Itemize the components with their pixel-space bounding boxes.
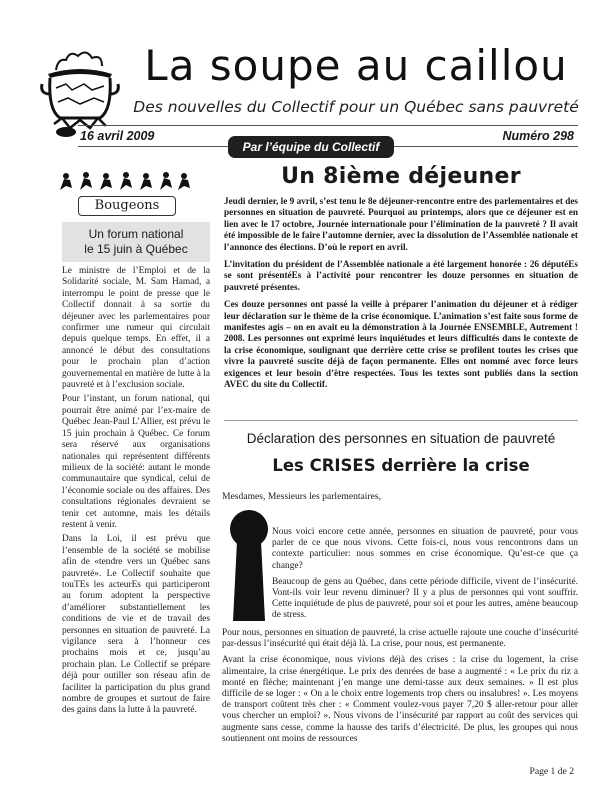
sidebar-paragraph: Le ministre de l’Emploi et de la Solidarité sociale, M. Sam Hamad, a interrompu le point de presse que le Collectif donnait à sa sortie du déjeuner avec les parlementaires pour confirmer une rumeur qui circulait depuis quelque temps. En effet, il a annoncé le début des consultations pour le prochain plan d’action gouvernemental en matière de lutte à la pauvreté et à l’exclusion sociale. bbox=[62, 266, 210, 391]
main-article bbox=[224, 160, 578, 397]
article-paragraph: Ces douze personnes ont passé la veille à préparer l’animation du déjeuner et à rédiger leur déclaration sur le thème de la crise économique. L’animation s’est faite sous forme de manifestes agis – on en avait eu la démonstration à la Journée ENSEMBLE, Autrement ! 2008. Les personnes ont exprimé leurs inquiétudes et leurs difficultés dans le contexte de la crise économique, soulignant que derrière cette crise se profilent toutes les crises que vivre la pauvreté suscite déjà de façon permanente. Elles ont nommé avec force leurs exigences et leur besoin d’être respectées. Tous les textes sont publiés dans la section AVEC du site du Collectif. bbox=[224, 299, 578, 390]
declaration-paragraph: Nous voici encore cette année, personnes en situation de pauvreté, pour vous parler de ce que nous vivons. Cette fois-ci, nous vous rencontrons dans un contexte particulier: nous sommes en crise économique. Qu’est-ce que ça change? bbox=[272, 527, 578, 571]
declaration-body-indented bbox=[272, 527, 578, 627]
sidebar-paragraph: Pour l’instant, un forum national, qui pourrait être animé par l’ex-maire de Québec Jean-Paul L’Allier, est prévu le 15 juin prochain à Québec. Ce forum sera réservé aux organisations nationales qui représentent différents milieux de la société: autant le monde communautaire que syndical, celui de l’économie sociale ou des affaires. Des consultations régionales devraient se tenir cet automne, mais les détails restent à venir. bbox=[62, 394, 210, 530]
declaration-paragraph: Avant la crise économique, nous vivions déjà des crises : la crise du logement, la crise alimentaire, la crise énergétique. Le prix des denrées de base a augmenté : « Le prix du riz a monté en flèche; maintenant j’en mange une demi-tasse aux deux semaines. » Il est plus difficile de se loger : « On a le choix entre logements trop chers ou insalubres! ». Les moyens de transport coûtent très cher : « Comment voulez-vous payer 7,20 $ aller-retour pour aller vous chercher un emploi? ». Nous vivons de l’insécurité par rapport au coût des services qui augmente sans cesse, comme la hausse des tarifs d’électricité. De plus, les groupes qui nous soutiennent ont moins de ressources bbox=[222, 655, 578, 744]
masthead-rule-left bbox=[78, 146, 228, 147]
bougeons-banner: Bougeons bbox=[78, 196, 176, 216]
article-headline: Un 8ième déjeuner bbox=[281, 164, 521, 189]
declaration-kicker: Déclaration des personnes en situation de pauvreté bbox=[246, 431, 556, 446]
declaration-salutation: Mesdames, Messieurs les parlementaires, bbox=[222, 491, 382, 502]
article-paragraph: L’invitation du président de l’Assemblée nationale a été largement honorée : 26 députéEs se sont présentéEs à l’activité pour rencontrer les douze personnes en situation de pauvreté présentes. bbox=[224, 259, 578, 292]
sidebar-paragraph: Dans la Loi, il est prévu que l’ensemble de la société se mobilise afin de «tendre vers un Québec sans pauvreté». Le Collectif souhaite que touTEs les acteurEs qui participeront au forum adoptent la perspective d’améliorer substantiellement les conditions de vie et de travail des personnes en situation de pauvreté. La vigilance sera à l’honneur ces prochains mois et ce, jusqu’au prochain plan. Le Collectif se prépare déjà pour outiller son réseau afin de faciliter la participation du plus grand nombre de groupes et surtout de faire des gains dans la lutte à la pauvreté. bbox=[62, 534, 210, 716]
article-paragraph: Jeudi dernier, le 9 avril, s’est tenu le 8e déjeuner-rencontre entre des parlementaires et des personnes en situation de pauvreté. Pourquoi au printemps, alors que ce déjeuner est en lien avec le 17 octobre, Journée internationale pour l’élimination de la pauvreté ? Il avait été impossible de le faire l’automne dernier, avec la dissolution de l’Assemblée nationale et l’annonce des élections. D’où le report en avril. bbox=[224, 196, 578, 252]
newsletter-title: La soupe au caillou bbox=[144, 41, 568, 90]
declaration-body bbox=[222, 628, 578, 750]
sidebar-title-box bbox=[62, 222, 210, 262]
section-divider bbox=[224, 420, 578, 421]
masthead-rule-top bbox=[78, 125, 578, 126]
byline-tab: Par l’équipe du Collectif bbox=[228, 136, 394, 158]
masthead-rule-right bbox=[394, 146, 578, 147]
cauldron-icon bbox=[36, 40, 124, 138]
declaration-paragraph: Pour nous, personnes en situation de pauvreté, la crise actuelle rajoute une couche d’insécurité par-dessus l’insécurité qui était déjà là. La crise, pour nous, est permanente. bbox=[222, 628, 578, 650]
issue-date: 16 avril 2009 bbox=[80, 129, 155, 143]
sidebar-title-line2: le 15 juin à Québec bbox=[84, 242, 188, 256]
sidebar-article bbox=[62, 266, 210, 720]
keyhole-icon bbox=[229, 503, 269, 623]
page-number: Page 1 de 2 bbox=[529, 766, 574, 777]
article-body bbox=[224, 196, 578, 391]
issue-number: Numéro 298 bbox=[502, 129, 574, 143]
sidebar-title-line1: Un forum national bbox=[88, 227, 184, 241]
declaration-headline: Les CRISES derrière la crise bbox=[272, 456, 530, 475]
newsletter-subtitle: Des nouvelles du Collectif pour un Québec sans pauvreté bbox=[133, 98, 579, 116]
declaration-paragraph: Beaucoup de gens au Québec, dans cette période difficile, vivent de l’insécurité. Vont-ils voir leur revenu diminuer? Il y a plus de personnes qui vont souffrir. Cette inquiétude de plus de pauvreté, pour soi et pour les autres, amène beaucoup de stress. bbox=[272, 576, 578, 621]
